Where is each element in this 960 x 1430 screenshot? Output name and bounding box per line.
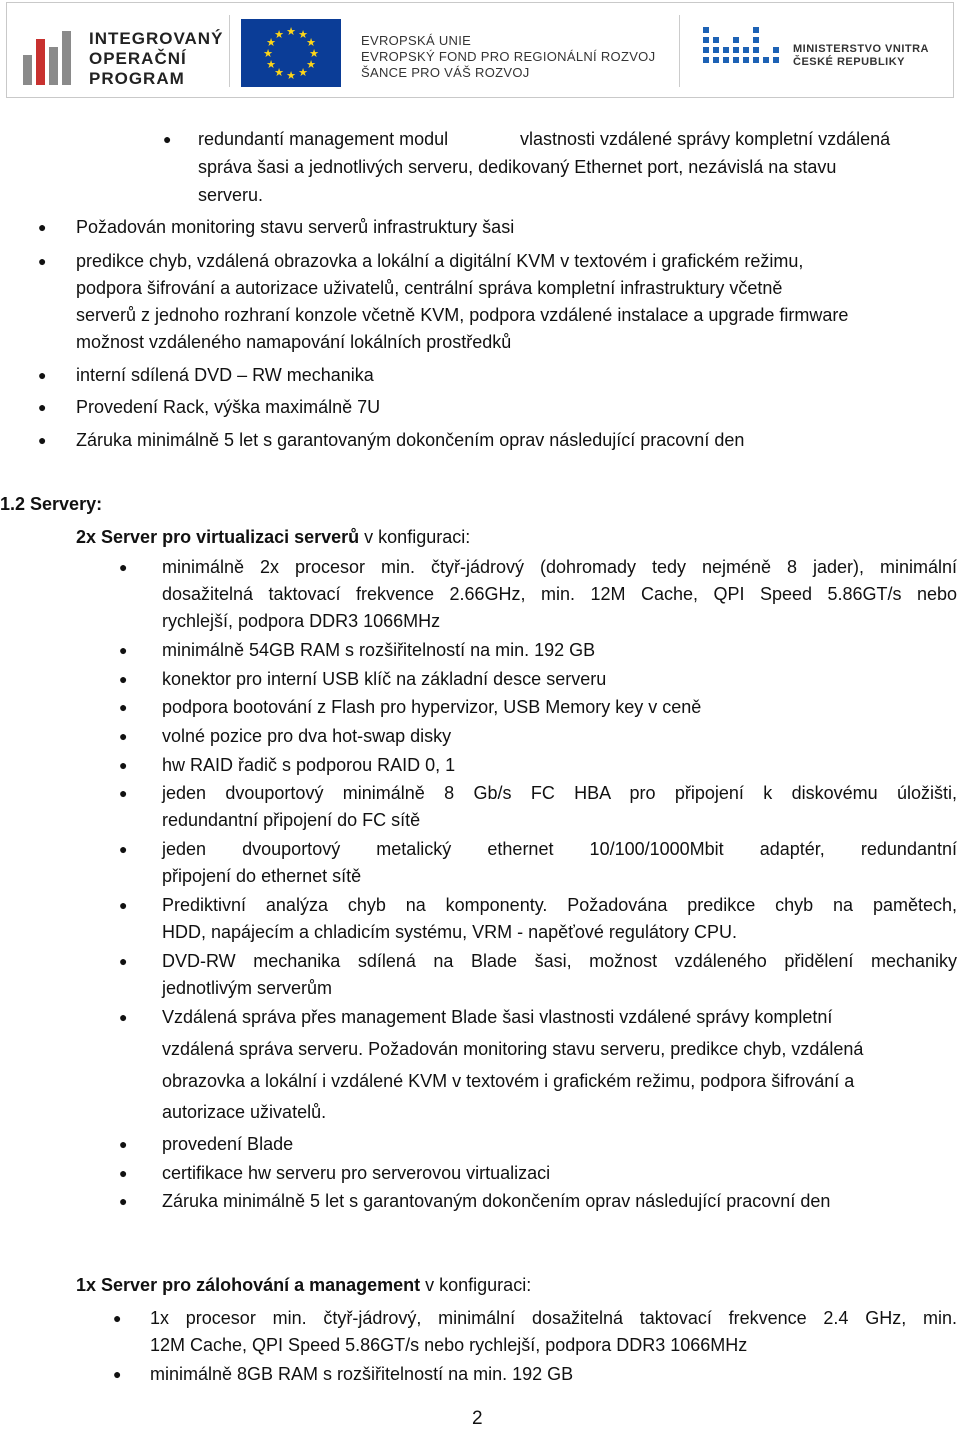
svg-text:★: ★	[266, 58, 276, 71]
list-item-text: autorizace uživatelů.	[162, 1102, 327, 1122]
server2-title	[76, 1274, 531, 1296]
mv-line-2: ČESKÉ REPUBLIKY	[793, 56, 906, 68]
list-item-text: minimálně 8GB RAM s rozšiřitelností na min. 192 GB	[150, 1364, 574, 1384]
list-item-text: interní sdílená DVD – RW mechanika	[76, 365, 374, 385]
bullet-icon: ●	[119, 785, 128, 801]
svg-text:★: ★	[263, 47, 273, 60]
bullet-icon: ●	[119, 953, 128, 969]
bullet-icon: ●	[119, 757, 128, 773]
list-item-text: možnost vzdáleného namapování lokálních prostředků	[76, 332, 512, 352]
server2-title-rest: v konfiguraci:	[420, 1275, 532, 1295]
svg-text:★: ★	[298, 28, 308, 41]
svg-text:★: ★	[274, 28, 284, 41]
list-item-text: provedení Blade	[162, 1134, 294, 1154]
bullet-icon: ●	[119, 699, 128, 715]
iop-line-1: INTEGROVANÝ	[89, 29, 224, 48]
list-item-text: jednotlivým serverům	[162, 978, 333, 998]
list-item-text: Záruka minimálně 5 let s garantovaným dokončením oprav následující pracovní den	[76, 430, 745, 450]
list-item-text: Vzdálená správa přes management Blade šasi vlastnosti vzdálené správy kompletní	[162, 1007, 833, 1027]
server2-title-bold: 1x Server pro zálohování a management	[76, 1275, 421, 1295]
bullet-icon: ●	[119, 1193, 128, 1209]
list-item-text: Provedení Rack, výška maximálně 7U	[76, 397, 381, 417]
bullet-icon: ●	[38, 432, 47, 448]
list-item-text: jeden dvouportový minimálně 8 Gb/s FC HBA pro připojení k diskovému úložišti,	[162, 783, 957, 803]
list-item-text: volné pozice pro dva hot-swap disky	[162, 726, 452, 746]
svg-text:★: ★	[266, 36, 276, 49]
svg-text:★: ★	[309, 47, 319, 60]
svg-text:★: ★	[286, 25, 296, 38]
list-item-text: připojení do ethernet sítě	[162, 866, 362, 886]
iop-line-2: OPERAČNÍ	[89, 49, 187, 68]
list-item-text: vlastnosti vzdálené správy kompletní vzdálená	[520, 129, 891, 149]
list-item-text: HDD, napájecím a chladicím systému, VRM - napěťové regulátory CPU.	[162, 922, 737, 942]
list-item-text: minimálně 2x procesor min. čtyř-jádrový (dohromady tedy nejméně 8 jader), minimální	[162, 557, 957, 577]
svg-text:★: ★	[286, 69, 296, 82]
list-item-text: dosažitelná taktovací frekvence 2.66GHz, min. 12M Cache, QPI Speed 5.86GT/s nebo	[162, 584, 957, 604]
section-heading: 1.2 Servery:	[0, 494, 103, 514]
bullet-icon: ●	[119, 1165, 128, 1181]
server1-title	[76, 526, 470, 548]
page-number: 2	[472, 1408, 483, 1429]
bullet-icon: ●	[113, 1310, 122, 1326]
bullet-icon: ●	[119, 671, 128, 687]
svg-text:★: ★	[274, 66, 284, 79]
list-item-text: certifikace hw serveru pro serverovou virtualizaci	[162, 1163, 551, 1183]
bullet-icon: ●	[38, 367, 47, 383]
list-item-text: jeden dvouportový metalický ethernet 10/100/1000Mbit adaptér, redundantní	[162, 839, 957, 859]
list-item-text: 12M Cache, QPI Speed 5.86GT/s nebo rychlejší, podpora DDR3 1066MHz	[150, 1335, 748, 1355]
list-item-text: hw RAID řadič s podporou RAID 0, 1	[162, 755, 456, 775]
list-item-text: 1x procesor min. čtyř-jádrový, minimální dosažitelná taktovací frekvence 2.4 GHz, min.	[150, 1308, 957, 1328]
list-item-text: konektor pro interní USB klíč na základní desce serveru	[162, 669, 607, 689]
list-item-text: správa šasi a jednotlivých serveru, dedikovaný Ethernet port, nezávislá na stavu	[198, 157, 837, 177]
bullet-icon: ●	[113, 1366, 122, 1382]
bullet-icon: ●	[38, 253, 47, 269]
eu-line-2: EVROPSKÝ FOND PRO REGIONÁLNÍ ROZVOJ	[361, 49, 656, 64]
list-item-text: serverů z jednoho rozhraní konzole včetně KVM, podpora vzdálené instalace a upgrade firmware	[76, 305, 849, 325]
list-item-text: rychlejší, podpora DDR3 1066MHz	[162, 611, 441, 631]
list-item-text: predikce chyb, vzdálená obrazovka a lokální a digitální KVM v textovém i grafickém režimu,	[76, 251, 804, 271]
list-item-text: serveru.	[198, 185, 264, 205]
list-item-text: podpora šifrování a autorizace uživatelů, centrální správa kompletní infrastruktury včetně	[76, 278, 783, 298]
list-item-text: redundantní připojení do FC sítě	[162, 810, 421, 830]
list-item-text: minimálně 54GB RAM s rozšiřitelností na min. 192 GB	[162, 640, 596, 660]
bullet-icon: ●	[119, 841, 128, 857]
list-item-text: obrazovka a lokální i vzdálené KVM v textovém i grafickém režimu, podpora šifrování a	[162, 1071, 855, 1091]
bullet-icon: ●	[38, 399, 47, 415]
eu-line-1: EVROPSKÁ UNIE	[361, 33, 472, 48]
bullet-icon: ●	[119, 642, 128, 658]
list-item-text: Prediktivní analýza chyb na komponenty. Požadována predikce chyb na pamětech,	[162, 895, 957, 915]
bullet-icon: ●	[119, 1136, 128, 1152]
server1-title-bold: 2x Server pro virtualizaci serverů	[76, 527, 360, 547]
bullet-icon: ●	[38, 219, 47, 235]
svg-text:★: ★	[298, 66, 308, 79]
svg-text:★: ★	[306, 58, 316, 71]
bullet-icon: ●	[119, 728, 128, 744]
eu-line-3: ŠANCE PRO VÁŠ ROZVOJ	[361, 65, 530, 80]
list-item-text: DVD-RW mechanika sdílená na Blade šasi, možnost vzdáleného přidělení mechaniky	[162, 951, 957, 971]
bullet-icon: ●	[119, 897, 128, 913]
list-item-text: Záruka minimálně 5 let s garantovaným dokončením oprav následující pracovní den	[162, 1191, 831, 1211]
iop-line-3: PROGRAM	[89, 69, 185, 88]
mv-line-1: MINISTERSTVO VNITRA	[793, 43, 930, 55]
bullet-icon: ●	[119, 1009, 128, 1025]
bullet-icon: ●	[119, 559, 128, 575]
server1-title-rest: v konfiguraci:	[359, 527, 471, 547]
list-item-text: vzdálená správa serveru. Požadován monitoring stavu serveru, predikce chyb, vzdálená	[162, 1039, 864, 1059]
bullet-icon: ●	[163, 131, 172, 147]
list-item-text: Požadován monitoring stavu serverů infrastruktury šasi	[76, 217, 515, 237]
list-item-text: podpora bootování z Flash pro hypervizor, USB Memory key v ceně	[162, 697, 702, 717]
svg-text:★: ★	[306, 36, 316, 49]
list-item-text: redundantí management modul	[198, 129, 449, 149]
